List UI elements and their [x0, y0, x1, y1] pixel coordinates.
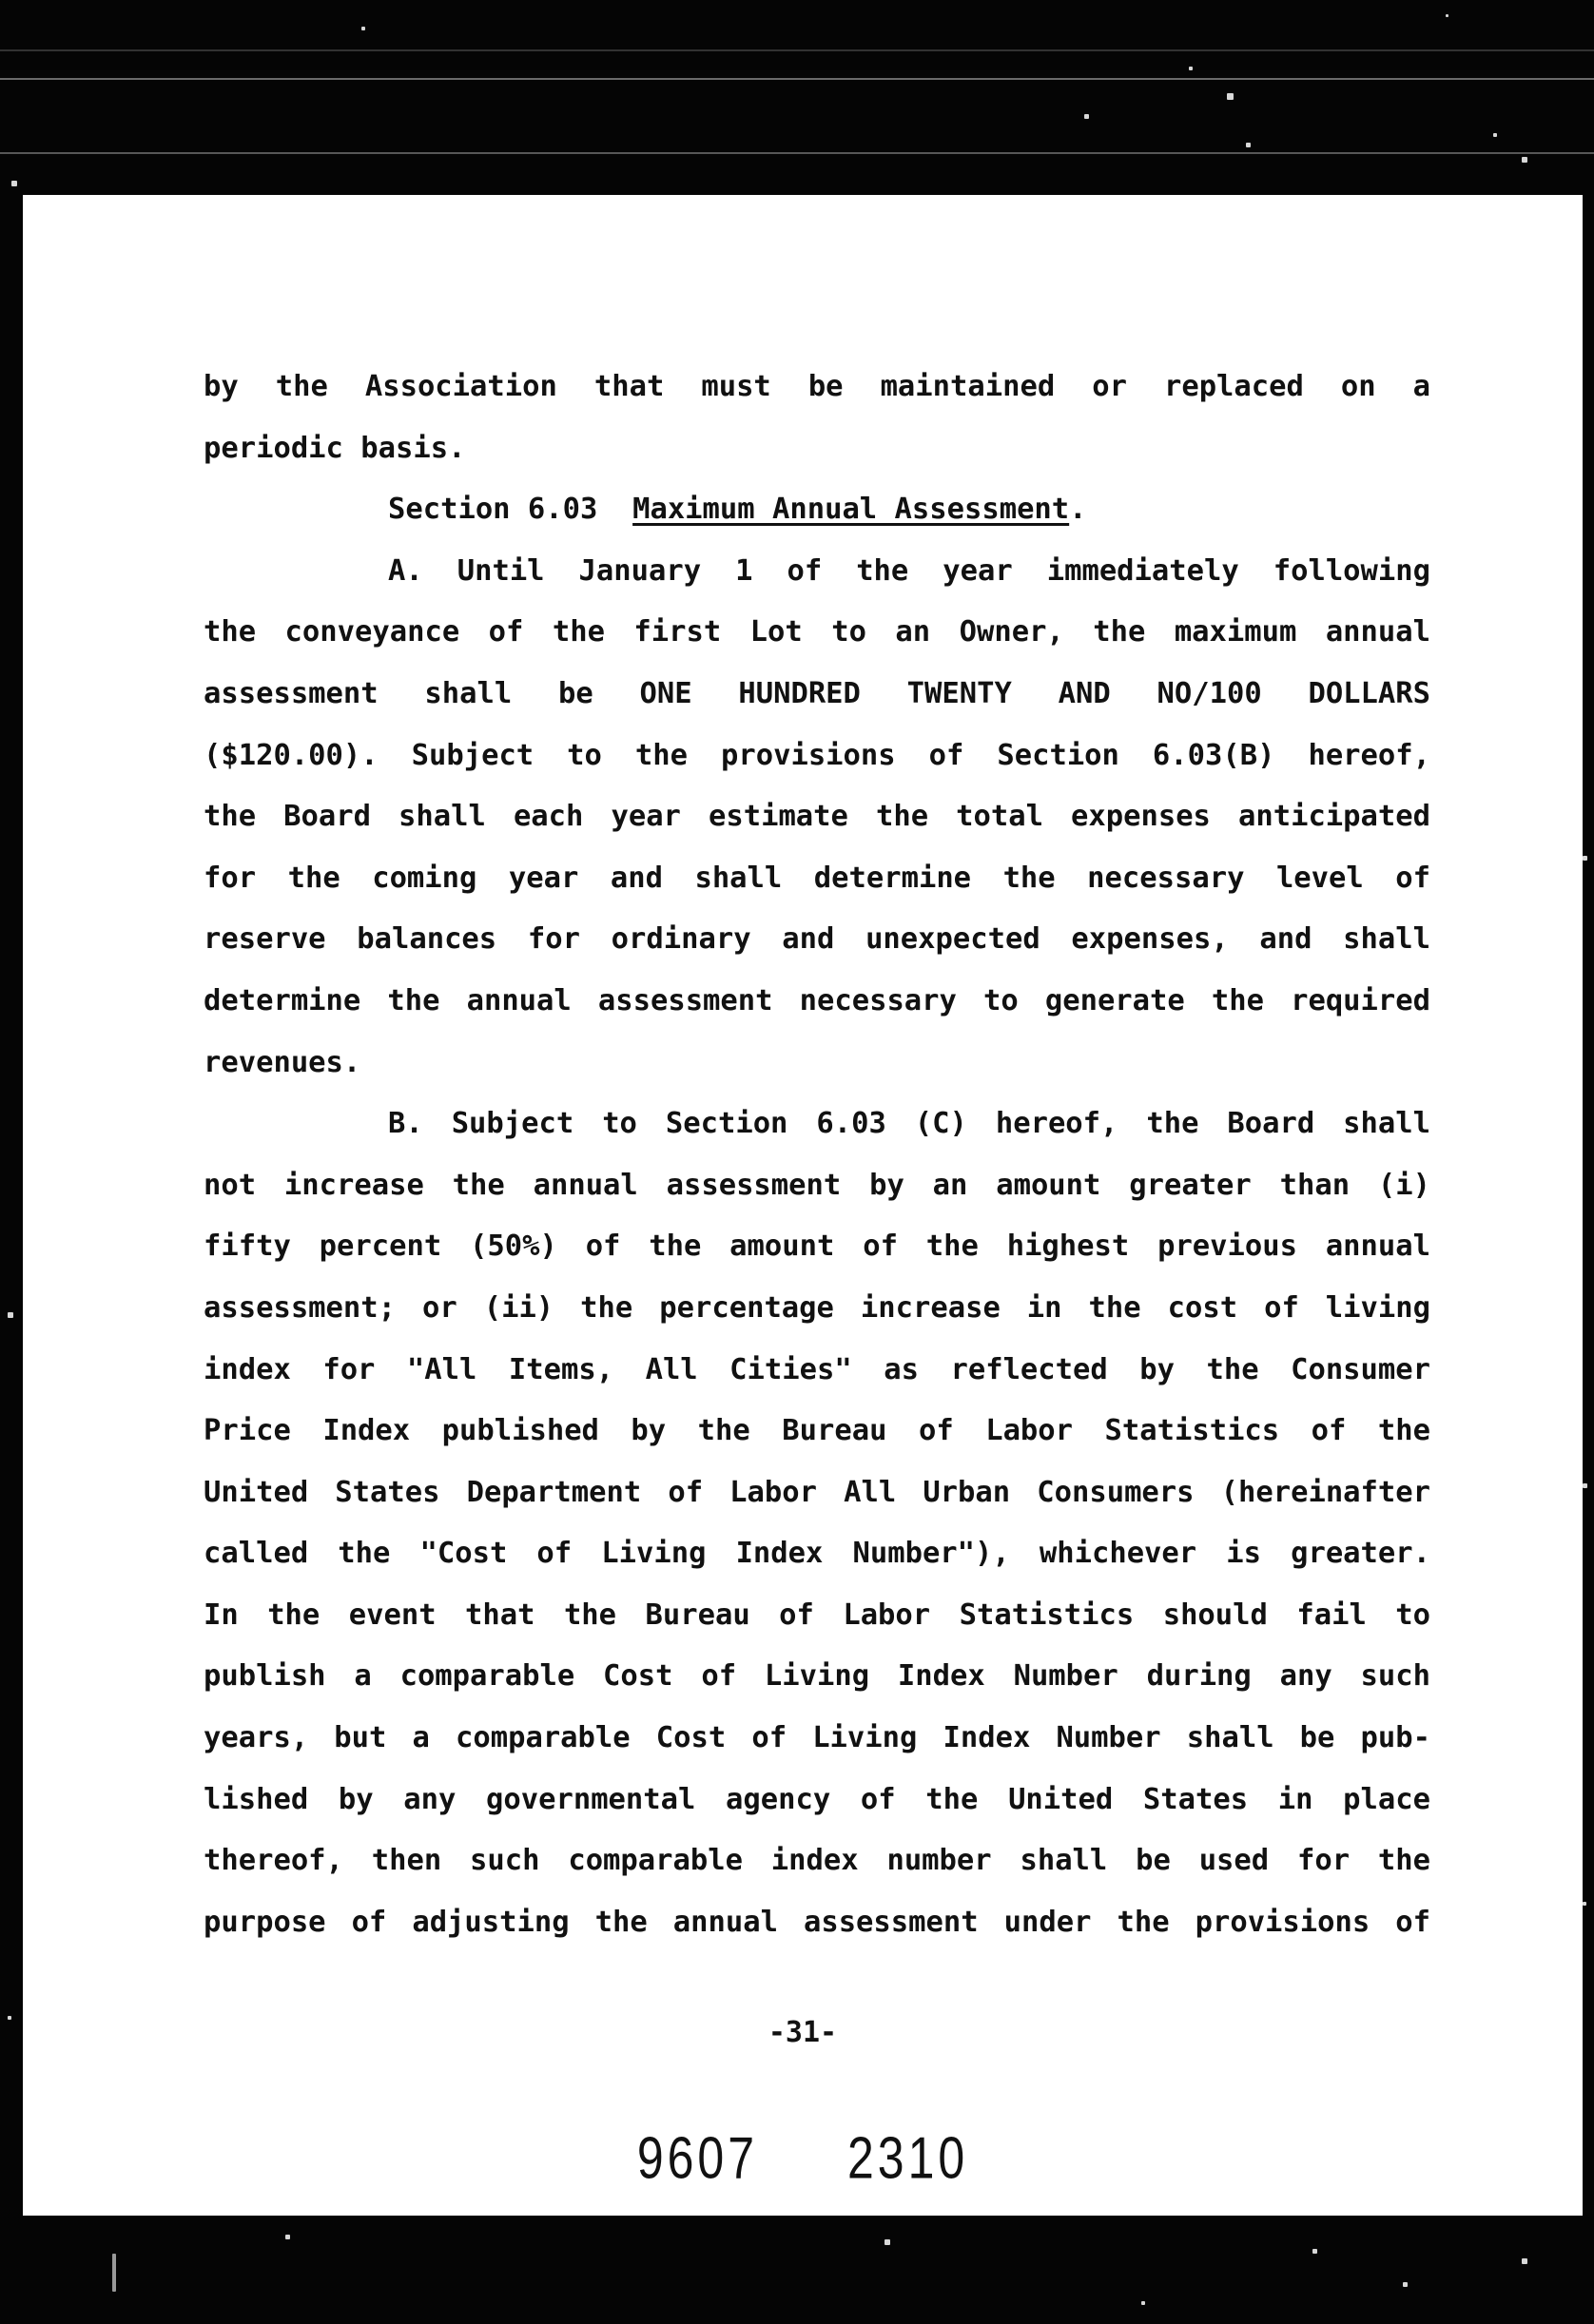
text-line: determine the annual assessment necessary to generate the required: [204, 983, 1430, 1017]
text-line: revenues.: [204, 1045, 361, 1079]
text-line: publish a comparable Cost of Living Index Number during any such: [204, 1659, 1430, 1694]
stamp-right-number: 2310: [846, 2124, 969, 2191]
document-stamp-number: [23, 2123, 1583, 2193]
text-line: purpose of adjusting the annual assessment under the provisions of: [204, 1905, 1430, 1939]
document-page: [23, 195, 1583, 2216]
text-line: for the coming year and shall determine the necessary level of: [204, 861, 1430, 895]
text-line: years, but a comparable Cost of Living Index Number shall be pub-: [204, 1721, 1430, 1755]
text-line: In the event that the Bureau of Labor Statistics should fail to: [204, 1598, 1430, 1632]
text-line: assessment shall be ONE HUNDRED TWENTY AND NO/100 DOLLARS: [204, 676, 1430, 710]
section-number: Section 6.03: [388, 493, 598, 527]
text-line: fifty percent (50%) of the amount of the highest previous annual: [204, 1230, 1430, 1264]
text-line: A. Until January 1 of the year immediately following: [388, 553, 1430, 588]
section-title: Maximum Annual Assessment: [632, 493, 1070, 527]
stamp-left-number: 9607: [636, 2124, 759, 2191]
text-line: lished by any governmental agency of the United States in place: [204, 1782, 1430, 1816]
page-number: -31-: [768, 2016, 838, 2049]
body-text: [204, 357, 1430, 1953]
text-line: called the "Cost of Living Index Number"), whichever is greater.: [204, 1537, 1430, 1571]
text-line: by the Association that must be maintained or replaced on a: [204, 370, 1430, 403]
section-title-period: .: [1069, 493, 1087, 527]
text-line: thereof, then such comparable index number shall be used for the: [204, 1844, 1430, 1878]
text-line: B. Subject to Section 6.03 (C) hereof, the Board shall: [388, 1107, 1430, 1141]
text-line: [204, 479, 1430, 541]
text-line: ($120.00). Subject to the provisions of Section 6.03(B) hereof,: [204, 738, 1430, 772]
text-line: United States Department of Labor All Urban Consumers (hereinafter: [204, 1475, 1430, 1509]
text-line: periodic basis.: [204, 431, 466, 465]
text-line: index for "All Items, All Cities" as reflected by the Consumer: [204, 1352, 1430, 1386]
text-line: assessment; or (ii) the percentage increase in the cost of living: [204, 1290, 1430, 1325]
text-line: the Board shall each year estimate the total expenses anticipated: [204, 800, 1430, 834]
text-line: Price Index published by the Bureau of Labor Statistics of the: [204, 1414, 1430, 1448]
text-line: not increase the annual assessment by an amount greater than (i): [204, 1168, 1430, 1202]
text-line: the conveyance of the first Lot to an Owner, the maximum annual: [204, 615, 1430, 649]
text-line: reserve balances for ordinary and unexpected expenses, and shall: [204, 922, 1430, 957]
